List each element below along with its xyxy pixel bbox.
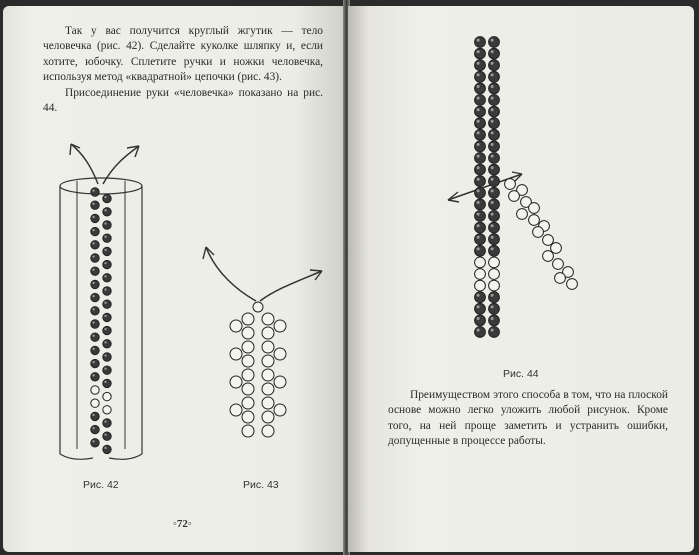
fig43-bead-right xyxy=(262,425,274,437)
fig44-body-bead xyxy=(475,222,486,233)
fig42-bead-highlight xyxy=(104,447,106,449)
fig42-bead xyxy=(91,386,99,394)
fig44-body-bead xyxy=(475,83,486,94)
fig42-bead-highlight xyxy=(92,321,94,323)
fig44-body-bead-highlight xyxy=(477,236,480,239)
fig44-body-bead-highlight xyxy=(491,108,494,111)
fig44-body-bead xyxy=(475,95,486,106)
fig44-body-bead xyxy=(475,211,486,222)
fig44-body-bead xyxy=(475,164,486,175)
fig42-bead xyxy=(103,194,111,202)
fig42-bead xyxy=(91,399,99,407)
fig43-bead-left xyxy=(242,313,254,325)
fig44-body-bead-highlight xyxy=(491,236,494,239)
fig43-bead-left xyxy=(242,341,254,353)
right-paragraph-1: Преимуществом этого способа в том, что на плоской основе можно легко уложить любой рисунок. Кроме того, на ней проще заметить и устранить ошибки, допущенные в процессе работы. xyxy=(388,389,668,448)
fig44-body-bead xyxy=(475,292,486,303)
fig44-body-bead xyxy=(489,257,500,268)
right-page-text xyxy=(388,388,668,450)
fig44-body-bead-highlight xyxy=(491,39,494,42)
fig44-body-bead-highlight xyxy=(477,166,480,169)
left-page-text xyxy=(43,24,323,116)
fig44-arm-bead xyxy=(533,227,544,238)
fig44-body-bead-highlight xyxy=(491,62,494,65)
fig44-body-bead xyxy=(475,245,486,256)
fig44-body-bead-highlight xyxy=(477,247,480,250)
fig44-body-bead-highlight xyxy=(477,178,480,181)
fig42-bead-highlight xyxy=(92,427,94,429)
fig44-body-bead-highlight xyxy=(491,73,494,76)
fig44-beads xyxy=(475,37,578,338)
fig44-body-bead xyxy=(489,234,500,245)
fig42-bead-highlight xyxy=(92,242,94,244)
fig42-bead-highlight xyxy=(104,315,106,317)
fig44-body-bead-highlight xyxy=(491,294,494,297)
fig42-bead-highlight xyxy=(92,361,94,363)
fig44-body-bead xyxy=(475,153,486,164)
fig44-body-bead-highlight xyxy=(491,50,494,53)
fig43-bead-side xyxy=(274,348,286,360)
figure-43 xyxy=(198,241,328,471)
fig44-body-bead xyxy=(475,257,486,268)
fig44-body-bead xyxy=(475,303,486,314)
fig44-body-bead xyxy=(489,118,500,129)
fig44-body-bead-highlight xyxy=(491,97,494,100)
figure-42-caption: Рис. 42 xyxy=(83,479,119,491)
fig42-bead xyxy=(91,267,99,275)
fig42-bead-column xyxy=(91,188,111,454)
fig44-body-bead xyxy=(489,327,500,338)
fig44-body-bead-highlight xyxy=(477,50,480,53)
fig44-body-bead xyxy=(489,71,500,82)
fig42-bead-highlight xyxy=(104,249,106,251)
fig42-bead xyxy=(91,201,99,209)
fig42-bead-highlight xyxy=(92,189,94,191)
fig44-arm-bead xyxy=(509,191,520,202)
fig44-body-bead-highlight xyxy=(491,155,494,158)
fig42-bead-highlight xyxy=(104,368,106,370)
fig43-bead-side xyxy=(230,376,242,388)
fig44-body-bead-highlight xyxy=(477,213,480,216)
fig44-body-bead-highlight xyxy=(491,131,494,134)
fig42-bead-highlight xyxy=(92,414,94,416)
fig44-body-bead-highlight xyxy=(491,189,494,192)
fig42-bead xyxy=(103,260,111,268)
fig42-bead xyxy=(103,445,111,453)
fig44-body-bead-highlight xyxy=(491,213,494,216)
fig44-body-bead xyxy=(489,95,500,106)
fig43-bead-left xyxy=(242,369,254,381)
fig43-bead-side xyxy=(274,320,286,332)
fig44-body-bead-highlight xyxy=(477,120,480,123)
fig42-bead xyxy=(103,392,111,400)
fig43-bead-right xyxy=(262,355,274,367)
fig44-body-bead-highlight xyxy=(491,178,494,181)
fig42-bead xyxy=(103,274,111,282)
fig44-body-bead-highlight xyxy=(477,85,480,88)
fig44-arm-bead xyxy=(529,215,540,226)
fig44-body-bead xyxy=(475,234,486,245)
fig44-body-bead xyxy=(475,106,486,117)
fig44-body-bead-highlight xyxy=(477,317,480,320)
fig42-bead xyxy=(91,359,99,367)
fig42-bead-highlight xyxy=(92,229,94,231)
left-paragraph-2: Присоединение руки «человечка» показано на рис. 44. xyxy=(43,86,323,115)
fig44-body-bead-highlight xyxy=(491,224,494,227)
fig42-bead-highlight xyxy=(104,420,106,422)
fig44-arm-bead xyxy=(551,243,562,254)
fig43-bead-right xyxy=(262,341,274,353)
fig42-bead xyxy=(103,432,111,440)
fig42-bead xyxy=(91,188,99,196)
fig42-bead xyxy=(91,254,99,262)
fig42-bead-highlight xyxy=(104,434,106,436)
fig44-body-bead xyxy=(475,199,486,210)
fig44-body-bead xyxy=(489,83,500,94)
fig44-arm-bead xyxy=(517,209,528,220)
fig42-bead xyxy=(91,412,99,420)
fig42-bead xyxy=(103,300,111,308)
fig42-bead-highlight xyxy=(92,308,94,310)
page-number-ornament-left: ◦ xyxy=(173,518,177,530)
fig42-bead xyxy=(91,214,99,222)
fig42-bead xyxy=(103,366,111,374)
right-page xyxy=(348,6,694,552)
fig44-body-bead xyxy=(489,211,500,222)
fig43-bead-side xyxy=(230,348,242,360)
fig44-body-bead-highlight xyxy=(477,189,480,192)
fig44-arm-bead xyxy=(505,179,516,190)
fig42-bead-highlight xyxy=(92,255,94,257)
fig43-bead-side xyxy=(274,404,286,416)
fig44-body-bead-highlight xyxy=(491,201,494,204)
fig42-bead-highlight xyxy=(92,269,94,271)
fig44-body-bead xyxy=(489,37,500,48)
page-number xyxy=(173,518,192,530)
fig44-body-bead-highlight xyxy=(477,39,480,42)
fig44-body-bead-highlight xyxy=(477,108,480,111)
fig44-body-bead-highlight xyxy=(491,85,494,88)
fig44-body-bead xyxy=(489,48,500,59)
fig44-body-bead xyxy=(489,315,500,326)
fig43-bead-side xyxy=(230,404,242,416)
fig42-bead xyxy=(103,326,111,334)
fig43-bead-right xyxy=(262,411,274,423)
fig42-bead xyxy=(91,320,99,328)
figure-42 xyxy=(43,136,203,466)
fig42-bead-highlight xyxy=(104,328,106,330)
fig42-bead-highlight xyxy=(104,236,106,238)
fig43-arrows xyxy=(203,247,322,301)
page-number-value: 72 xyxy=(176,518,188,530)
left-page xyxy=(3,6,345,552)
fig42-bead xyxy=(103,234,111,242)
figure-43-caption: Рис. 43 xyxy=(243,479,279,491)
figure-44 xyxy=(438,34,618,354)
fig44-body-bead xyxy=(489,222,500,233)
fig43-bead-left xyxy=(242,355,254,367)
fig42-bead-highlight xyxy=(92,216,94,218)
fig43-bead-right xyxy=(262,383,274,395)
fig42-bead-highlight xyxy=(104,288,106,290)
fig43-bead-top xyxy=(253,302,263,312)
fig42-bead xyxy=(91,241,99,249)
fig44-body-bead xyxy=(489,176,500,187)
fig44-body-bead-highlight xyxy=(491,247,494,250)
fig42-bead xyxy=(103,340,111,348)
fig42-bead-highlight xyxy=(104,341,106,343)
fig44-body-bead xyxy=(475,187,486,198)
fig44-body-bead xyxy=(475,60,486,71)
fig44-body-bead xyxy=(475,269,486,280)
fig44-body-bead-highlight xyxy=(491,305,494,308)
fig42-bead xyxy=(103,419,111,427)
fig42-bead xyxy=(91,307,99,315)
fig44-body-bead-highlight xyxy=(477,155,480,158)
fig44-arm-bead xyxy=(555,273,566,284)
fig44-body-bead-highlight xyxy=(477,62,480,65)
fig43-bead-side xyxy=(274,376,286,388)
fig44-body-bead xyxy=(475,176,486,187)
fig44-arm-bead xyxy=(543,235,554,246)
fig42-bead-highlight xyxy=(104,354,106,356)
fig42-bead xyxy=(103,406,111,414)
fig42-bead-highlight xyxy=(104,262,106,264)
fig44-body-bead xyxy=(489,199,500,210)
figure-44-caption: Рис. 44 xyxy=(503,368,539,380)
fig44-arm-bead xyxy=(543,251,554,262)
fig43-bead-left xyxy=(242,383,254,395)
fig44-body-bead-highlight xyxy=(491,166,494,169)
fig42-bead-highlight xyxy=(104,275,106,277)
fig44-body-bead-highlight xyxy=(491,317,494,320)
fig42-bead-highlight xyxy=(92,374,94,376)
fig43-bead-side xyxy=(230,320,242,332)
fig44-body-bead-highlight xyxy=(477,201,480,204)
fig42-bead-highlight xyxy=(104,196,106,198)
fig44-body-bead xyxy=(475,327,486,338)
fig44-body-bead-highlight xyxy=(477,305,480,308)
fig43-bead-right xyxy=(262,397,274,409)
fig42-bead xyxy=(103,287,111,295)
fig43-bead-left xyxy=(242,397,254,409)
fig44-body-bead xyxy=(475,37,486,48)
fig42-cylinder xyxy=(60,178,142,459)
fig44-body-bead xyxy=(489,292,500,303)
fig44-body-bead xyxy=(489,106,500,117)
fig43-bead-left xyxy=(242,411,254,423)
left-paragraph-1: Так у вас получится круглый жгутик — тело человечка (рис. 42). Сделайте куколке шляпку и, если хотите, юбочку. Сплетите ручки и ножки человечка, используя метод «квадратной» цепочки (рис. 43). xyxy=(43,25,323,84)
fig42-bead-highlight xyxy=(92,440,94,442)
fig44-arm-bead xyxy=(567,279,578,290)
fig42-bead-highlight xyxy=(104,209,106,211)
fig44-body-bead xyxy=(489,280,500,291)
fig42-bead xyxy=(91,373,99,381)
fig44-body-bead xyxy=(489,164,500,175)
fig42-bead-highlight xyxy=(92,295,94,297)
fig42-bead xyxy=(103,379,111,387)
fig43-bead-right xyxy=(262,327,274,339)
page-number-ornament-right: ◦ xyxy=(187,518,192,530)
fig42-bead xyxy=(103,247,111,255)
fig44-body-bead-highlight xyxy=(477,329,480,332)
fig44-body-bead xyxy=(475,280,486,291)
fig42-bead xyxy=(91,293,99,301)
fig44-body-bead xyxy=(475,118,486,129)
fig42-bead-highlight xyxy=(104,302,106,304)
fig44-body-bead xyxy=(475,71,486,82)
fig44-body-bead-highlight xyxy=(477,73,480,76)
fig42-bead-highlight xyxy=(104,381,106,383)
fig44-body-bead xyxy=(489,187,500,198)
fig42-bead xyxy=(103,313,111,321)
fig42-bead xyxy=(91,227,99,235)
fig42-bead xyxy=(91,280,99,288)
fig44-arm-bead xyxy=(529,203,540,214)
fig42-bead xyxy=(91,439,99,447)
fig44-body-bead-highlight xyxy=(491,143,494,146)
fig44-body-bead-highlight xyxy=(491,329,494,332)
fig42-bead-highlight xyxy=(92,282,94,284)
fig44-body-bead xyxy=(475,48,486,59)
fig43-bead-right xyxy=(262,369,274,381)
fig44-body-bead-highlight xyxy=(477,224,480,227)
fig42-bead xyxy=(91,346,99,354)
fig42-bead-highlight xyxy=(92,348,94,350)
fig43-bead-left xyxy=(242,327,254,339)
fig44-body-bead-highlight xyxy=(491,120,494,123)
fig42-bead-highlight xyxy=(104,222,106,224)
fig44-body-bead xyxy=(489,269,500,280)
fig42-bead xyxy=(103,221,111,229)
fig44-body-bead-highlight xyxy=(477,97,480,100)
fig44-body-bead-highlight xyxy=(477,131,480,134)
fig43-bead-chain xyxy=(230,302,286,437)
fig43-bead-left xyxy=(242,425,254,437)
fig43-bead-right xyxy=(262,313,274,325)
fig44-body-bead-highlight xyxy=(477,294,480,297)
fig44-body-bead-highlight xyxy=(477,143,480,146)
fig42-bead xyxy=(103,353,111,361)
fig44-body-bead xyxy=(489,141,500,152)
fig44-body-bead xyxy=(489,303,500,314)
fig44-body-bead xyxy=(475,129,486,140)
fig42-bead xyxy=(103,208,111,216)
fig42-bead xyxy=(91,425,99,433)
fig42-bead xyxy=(91,333,99,341)
fig42-bead-highlight xyxy=(92,335,94,337)
fig44-body-bead xyxy=(475,141,486,152)
fig44-body-bead xyxy=(475,315,486,326)
fig44-body-bead xyxy=(489,153,500,164)
fig44-body-bead xyxy=(489,129,500,140)
fig42-bead-highlight xyxy=(92,203,94,205)
fig44-body-bead xyxy=(489,245,500,256)
fig44-body-bead xyxy=(489,60,500,71)
fig44-arm-bead xyxy=(553,259,564,270)
